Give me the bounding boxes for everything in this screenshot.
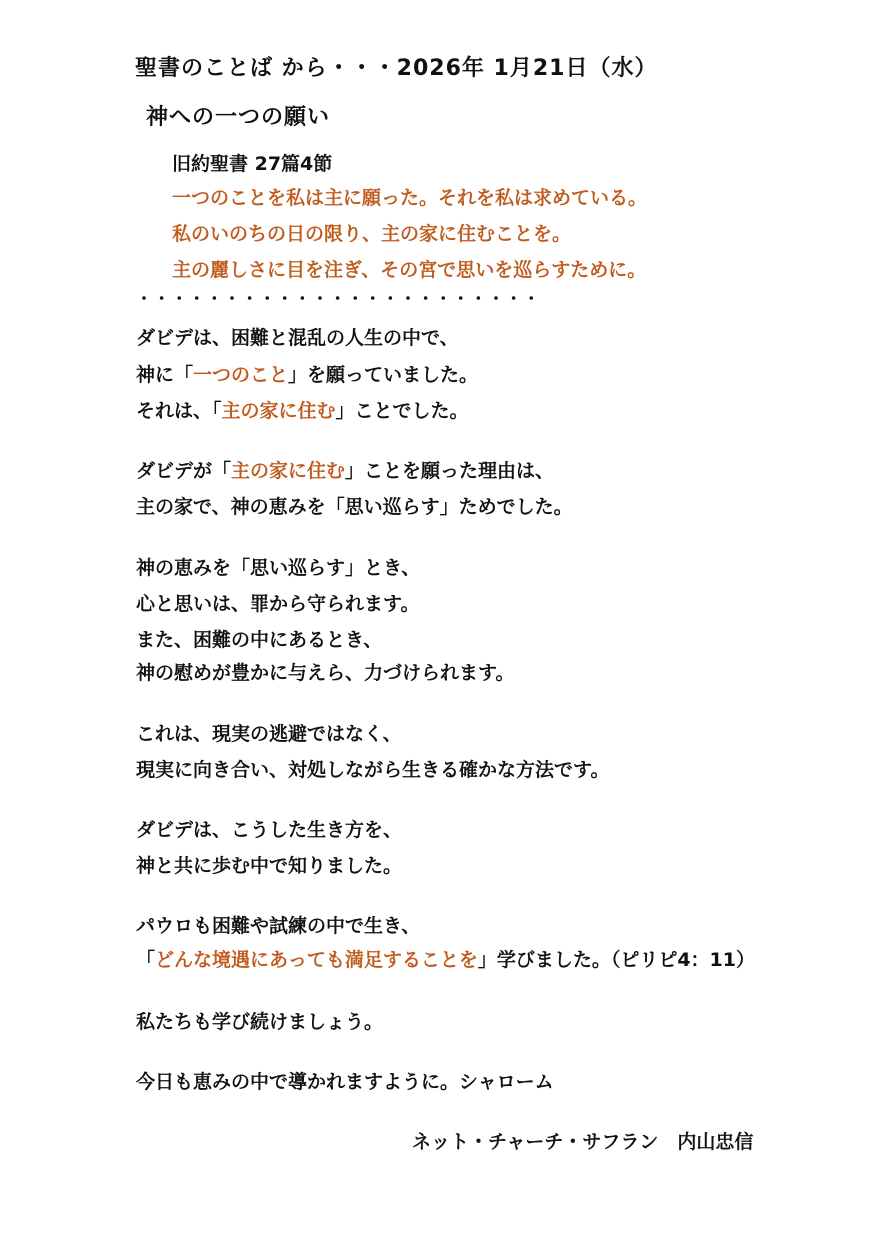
body-p3-line-1: 神の恵みを「思い巡らす」とき、 (136, 557, 421, 579)
text-segment: 」を願っていました。 (288, 364, 479, 386)
body-p8: 今日も恵みの中で導かれますように。シャローム (136, 1071, 554, 1093)
signature: ネット・チャーチ・サフラン 内山忠信 (412, 1131, 754, 1153)
body-p6-line-2 (136, 951, 755, 970)
body-p4-line-1: これは、現実の逃避ではなく、 (136, 723, 402, 745)
highlight-text: どんな境遇にあっても満足することを (155, 949, 478, 971)
highlight-text: 主の家に住む (231, 460, 346, 482)
scripture-line-2: 私のいのちの日の限り、主の家に住むことを。 (172, 223, 572, 245)
text-segment: 」ことを願った理由は、 (345, 460, 555, 482)
page-title: 聖書のことば から・・・2026年 1月21日（水） (135, 56, 658, 81)
scripture-line-1: 一つのことを私は主に願った。それを私は求めている。 (172, 187, 648, 209)
text-segment: 」学びました。（ピリピ4：11） (477, 949, 755, 971)
body-p3-line-2: 心と思いは、罪から守られます。 (136, 593, 420, 615)
body-p6-line-1: パウロも困難や試練の中で生き、 (136, 915, 421, 937)
body-p4-line-2: 現実に向き合い、対処しながら生きる確かな方法です。 (136, 759, 610, 781)
body-p1-line-1: ダビデは、困難と混乱の人生の中で、 (136, 327, 459, 349)
text-segment: 「 (136, 949, 156, 971)
highlight-text: 主の家に住む (221, 400, 336, 422)
body-p3-line-4: 神の慰めが豊かに与えら、力づけられます。 (136, 662, 515, 684)
body-p3-line-3: また、困難の中にあるとき、 (136, 629, 383, 651)
highlight-text: 一つのこと (193, 364, 289, 386)
body-p5-line-1: ダビデは、こうした生き方を、 (136, 819, 403, 841)
text-segment: ダビデが「 (136, 460, 232, 482)
body-p7: 私たちも学び続けましょう。 (136, 1011, 384, 1033)
text-segment: 神に「 (136, 364, 194, 386)
text-segment: 」ことでした。 (335, 400, 469, 422)
page-subtitle: 神への一つの願い (146, 105, 331, 130)
scripture-reference: 旧約聖書 27篇4節 (172, 153, 333, 175)
text-segment: それは、「 (136, 400, 222, 422)
body-p2-line-2: 主の家で、神の恵みを「思い巡らす」ためでした。 (136, 496, 573, 518)
separator-dots: ・・・・・・・・・・・・・・・・・・・・・・・ (136, 289, 541, 308)
body-p2-line-1 (136, 462, 554, 481)
body-p1-line-3 (136, 402, 469, 421)
body-p1-line-2 (136, 366, 478, 385)
body-p5-line-2: 神と共に歩む中で知りました。 (136, 855, 403, 877)
scripture-line-3: 主の麗しさに目を注ぎ、その宮で思いを巡らすために。 (172, 259, 647, 281)
